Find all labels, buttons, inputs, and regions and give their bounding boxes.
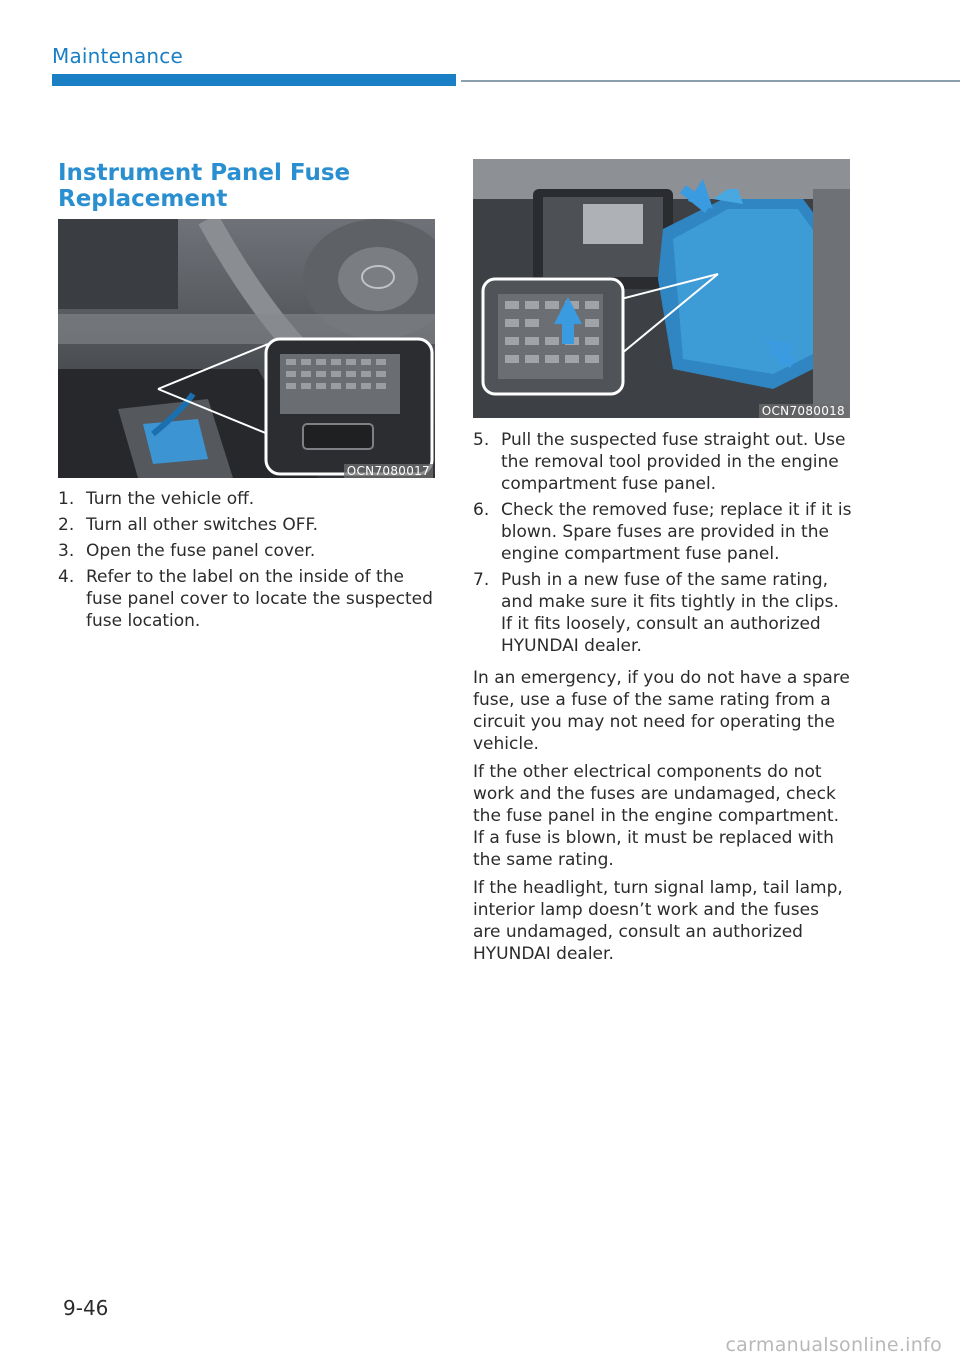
list-item: 1. Turn the vehicle off.	[58, 489, 255, 509]
list-item: 7. Push in a new fuse of the same rating, and make sure it fits tightly in the clips. If it fits loosely, consult an authorized HYUNDAI dealer.	[473, 570, 839, 656]
paragraph: If the other electrical components do not work and the fuses are undamaged, check the fuse panel in the engine compartment. If a fuse is blown, it must be replaced with the same rating.	[473, 762, 839, 870]
list-item: 4. Refer to the label on the inside of the fuse panel cover to locate the suspected fuse location.	[58, 567, 433, 631]
header-rule-accent	[52, 74, 456, 86]
paragraph: In an emergency, if you do not have a spare fuse, use a fuse of the same rating from a circuit you may not need for operating the vehicle.	[473, 668, 850, 754]
list-item: 5. Pull the suspected fuse straight out. Use the removal tool provided in the engine compartment fuse panel.	[473, 430, 846, 494]
list-item: 3. Open the fuse panel cover.	[58, 541, 316, 561]
instrument-panel-photo	[58, 219, 435, 478]
steps-list-right	[473, 429, 853, 661]
figure-code: OCN7080018	[759, 404, 848, 418]
figure-code: OCN7080017	[344, 464, 433, 478]
engine-compartment-photo	[473, 159, 850, 418]
page-number: 9-46	[63, 1296, 109, 1320]
section-title: Instrument Panel Fuse Replacement	[58, 160, 351, 212]
header-rule	[461, 80, 960, 82]
list-item: 6. Check the removed fuse; replace it if it is blown. Spare fuses are provided in the engine compartment fuse panel.	[473, 500, 852, 564]
paragraph: If the headlight, turn signal lamp, tail lamp, interior lamp doesn’t work and the fuses are undamaged, consult an authorized HYUNDAI dealer.	[473, 878, 843, 964]
list-item: 2. Turn all other switches OFF.	[58, 515, 319, 535]
running-header: Maintenance	[52, 44, 183, 68]
watermark: carmanualsonline.info	[725, 1334, 942, 1356]
steps-list-left	[58, 488, 438, 636]
